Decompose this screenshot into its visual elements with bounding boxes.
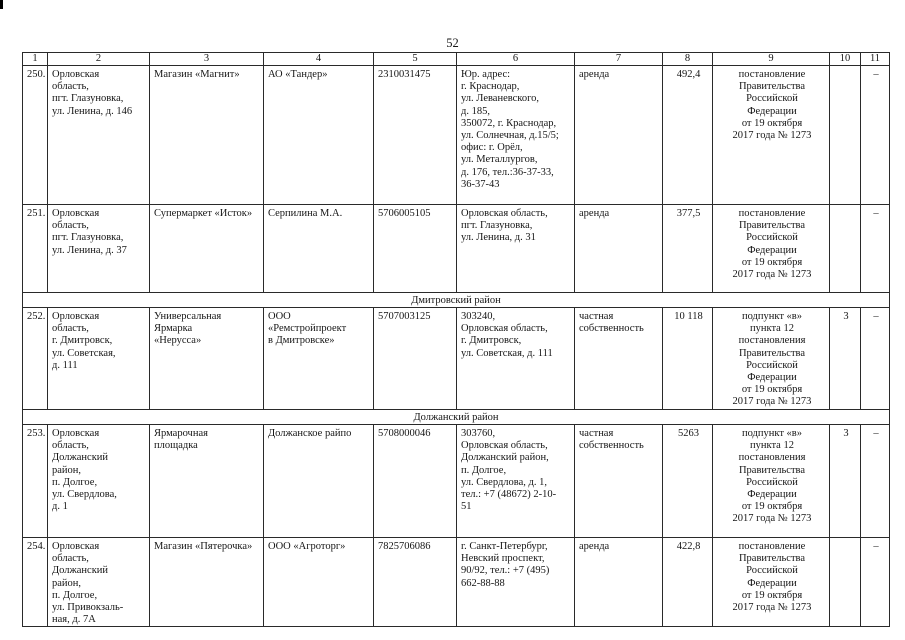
column-header-3: 3 — [150, 53, 264, 66]
column-header-10: 10 — [830, 53, 861, 66]
entry-number: 254. — [23, 538, 48, 627]
legal-address: г. Санкт-Петербург, Невский проспект, 90/92, тел.: +7 (495) 662-88-88 — [457, 538, 575, 627]
column-number-row — [23, 53, 890, 66]
location-address: Орловская область, пгт. Глазуновка, ул. Ленина, д. 146 — [48, 66, 150, 205]
property-basis: аренда — [575, 205, 663, 293]
column-11-value: – — [861, 308, 890, 410]
column-header-5: 5 — [374, 53, 457, 66]
legal-basis: подпункт «в» пункта 12 постановления Правительства Российской Федерации от 19 октября 2017 года № 1273 — [713, 425, 830, 538]
column-11-value: – — [861, 205, 890, 293]
column-header-8: 8 — [663, 53, 713, 66]
column-11-value: – — [861, 66, 890, 205]
scan-mark — [0, 0, 3, 9]
entry-number: 252. — [23, 308, 48, 410]
registry-table — [22, 52, 890, 627]
entry-number: 251. — [23, 205, 48, 293]
legal-address: Юр. адрес: г. Краснодар, ул. Леваневского, д. 185, 350072, г. Краснодар, ул. Солнечная, д.15/5; офис: г. Орёл, ул. Металлургов, д. 176, тел.:36-37-33, 36-37-43 — [457, 66, 575, 205]
column-header-1: 1 — [23, 53, 48, 66]
location-address: Орловская область, г. Дмитровск, ул. Советская, д. 111 — [48, 308, 150, 410]
owner-name: ООО «Агроторг» — [264, 538, 374, 627]
owner-name: Должанское райпо — [264, 425, 374, 538]
table-row — [23, 425, 890, 538]
area: 377,5 — [663, 205, 713, 293]
column-header-4: 4 — [264, 53, 374, 66]
section-header-row — [23, 410, 890, 425]
column-10-value: 3 — [830, 425, 861, 538]
object-name: Супермаркет «Исток» — [150, 205, 264, 293]
column-header-6: 6 — [457, 53, 575, 66]
object-name: Магазин «Пятерочка» — [150, 538, 264, 627]
location-address: Орловская область, Должанский район, п. Долгое, ул. Привокзаль- ная, д. 7А — [48, 538, 150, 627]
table-row — [23, 205, 890, 293]
inn: 5706005105 — [374, 205, 457, 293]
page-number: 52 — [446, 36, 459, 50]
owner-name: АО «Тандер» — [264, 66, 374, 205]
table-row — [23, 538, 890, 627]
section-title: Должанский район — [23, 410, 890, 425]
property-basis: аренда — [575, 538, 663, 627]
legal-basis: постановление Правительства Российской Федерации от 19 октября 2017 года № 1273 — [713, 538, 830, 627]
entry-number: 250. — [23, 66, 48, 205]
column-10-value — [830, 66, 861, 205]
table-row — [23, 308, 890, 410]
object-name: Магазин «Магнит» — [150, 66, 264, 205]
object-name: Ярмарочная площадка — [150, 425, 264, 538]
legal-basis: подпункт «в» пункта 12 постановления Правительства Российской Федерации от 19 октября 2017 года № 1273 — [713, 308, 830, 410]
object-name: Универсальная Ярмарка «Нерусса» — [150, 308, 264, 410]
inn: 5707003125 — [374, 308, 457, 410]
column-header-9: 9 — [713, 53, 830, 66]
owner-name: Серпилина М.А. — [264, 205, 374, 293]
column-10-value — [830, 538, 861, 627]
location-address: Орловская область, пгт. Глазуновка, ул. Ленина, д. 37 — [48, 205, 150, 293]
area: 5263 — [663, 425, 713, 538]
area: 10 118 — [663, 308, 713, 410]
inn: 2310031475 — [374, 66, 457, 205]
column-header-2: 2 — [48, 53, 150, 66]
area: 492,4 — [663, 66, 713, 205]
table-row — [23, 66, 890, 205]
column-11-value: – — [861, 425, 890, 538]
section-title: Дмитровский район — [23, 293, 890, 308]
legal-address: 303760, Орловская область, Должанский район, п. Долгое, ул. Свердлова, д. 1, тел.: +7 (48672) 2-10- 51 — [457, 425, 575, 538]
column-10-value — [830, 205, 861, 293]
column-header-11: 11 — [861, 53, 890, 66]
area: 422,8 — [663, 538, 713, 627]
inn: 7825706086 — [374, 538, 457, 627]
legal-address: 303240, Орловская область, г. Дмитровск, ул. Советская, д. 111 — [457, 308, 575, 410]
legal-basis: постановление Правительства Российской Федерации от 19 октября 2017 года № 1273 — [713, 205, 830, 293]
entry-number: 253. — [23, 425, 48, 538]
column-11-value: – — [861, 538, 890, 627]
property-basis: аренда — [575, 66, 663, 205]
owner-name: ООО «Ремстройпроект в Дмитровске» — [264, 308, 374, 410]
inn: 5708000046 — [374, 425, 457, 538]
legal-basis: постановление Правительства Российской Федерации от 19 октября 2017 года № 1273 — [713, 66, 830, 205]
column-10-value: 3 — [830, 308, 861, 410]
property-basis: частная собственность — [575, 308, 663, 410]
property-basis: частная собственность — [575, 425, 663, 538]
section-header-row — [23, 293, 890, 308]
column-header-7: 7 — [575, 53, 663, 66]
location-address: Орловская область, Должанский район, п. Долгое, ул. Свердлова, д. 1 — [48, 425, 150, 538]
legal-address: Орловская область, пгт. Глазуновка, ул. Ленина, д. 31 — [457, 205, 575, 293]
